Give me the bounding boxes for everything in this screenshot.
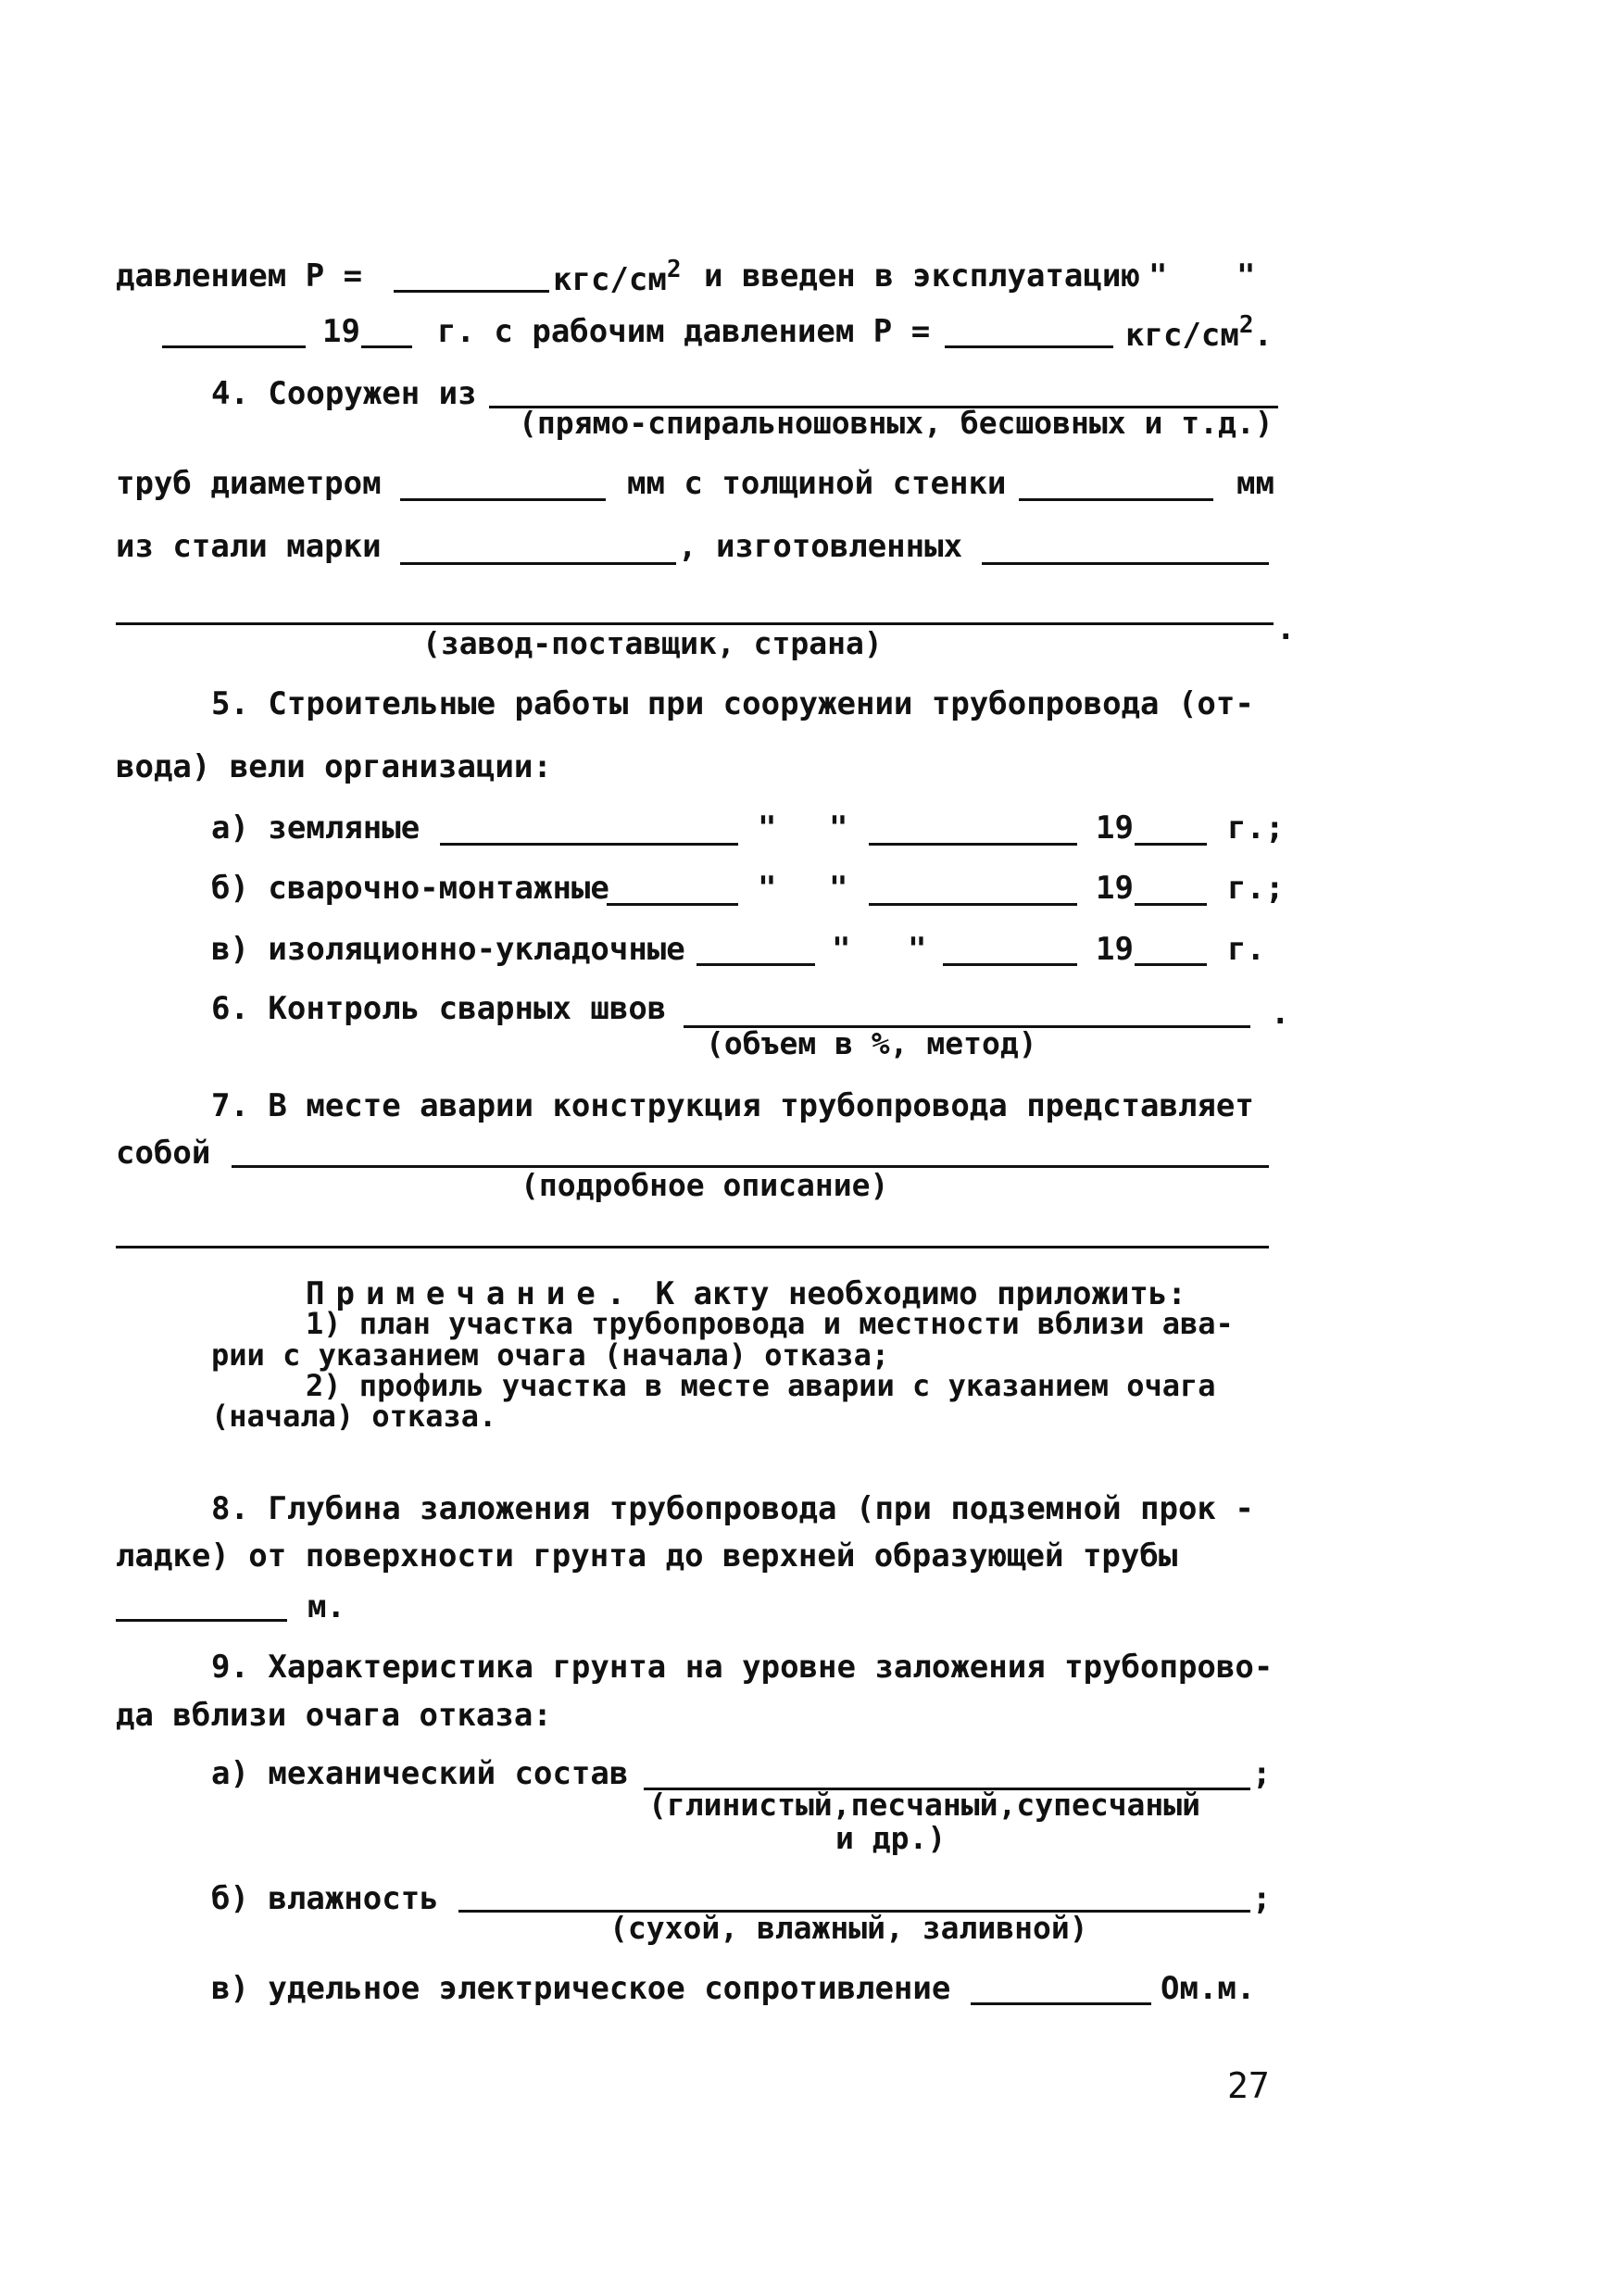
p9-b-label: б) влажность bbox=[211, 1880, 439, 1917]
pipe-diameter-label: труб диаметром bbox=[116, 465, 382, 502]
p9-v-unit: Ом.м. bbox=[1161, 1970, 1256, 2007]
page-number: 27 bbox=[1227, 2065, 1270, 2106]
p5-a-quote-open: " bbox=[758, 809, 777, 847]
p7-sobo: собой bbox=[116, 1135, 211, 1172]
p7-line1: 7. В месте аварии конструкция трубопровода представляет bbox=[211, 1087, 1254, 1124]
p5-v-org-blank bbox=[697, 963, 815, 966]
pressure-blank bbox=[394, 290, 549, 293]
p7-hint: (подробное описание) bbox=[521, 1167, 889, 1203]
p5-v-g: г. bbox=[1227, 931, 1265, 968]
p5-v-quote-open: " bbox=[832, 931, 851, 968]
year-prefix: 19 bbox=[322, 313, 360, 350]
p8-m: м. bbox=[307, 1588, 345, 1625]
note-line2: рии с указанием очага (начала) отказа; bbox=[211, 1337, 890, 1373]
p6-dot: . bbox=[1271, 995, 1290, 1032]
p8-depth-blank bbox=[116, 1619, 287, 1622]
pressure-unit: кгс/$см^2$ bbox=[553, 256, 682, 298]
note-line4: (начала) отказа. bbox=[211, 1399, 497, 1434]
supplier-dot: . bbox=[1276, 610, 1296, 647]
p9-b-semi: ; bbox=[1252, 1880, 1272, 1917]
p5-a-year-blank bbox=[1135, 843, 1207, 846]
p9-v-label: в) удельное электрическое сопротивление bbox=[211, 1970, 951, 2007]
wall-thickness-label: мм с толщиной стенки bbox=[627, 465, 1007, 502]
p9-a-semi: ; bbox=[1252, 1755, 1272, 1792]
p5-b-quote-open: " bbox=[758, 870, 777, 907]
p5-line1: 5. Строительные работы при сооружении трубопровода (от- bbox=[211, 685, 1254, 722]
pressure-label: давлением Р = bbox=[116, 257, 363, 295]
p9-a-hint2: и др.) bbox=[835, 1820, 947, 1856]
p4-label: 4. Сооружен из bbox=[211, 375, 477, 412]
note-line3: 2) профиль участка в месте аварии с указанием очага bbox=[306, 1368, 1216, 1403]
p5-a-date-blank bbox=[869, 843, 1077, 846]
p6-label: 6. Контроль сварных швов bbox=[211, 990, 667, 1027]
steel-grade-blank bbox=[400, 562, 676, 565]
p9-b-hint: (сухой, влажный, заливной) bbox=[609, 1910, 1088, 1946]
p5-b-quote-close: " bbox=[829, 870, 848, 907]
p5-a-year: 19 bbox=[1096, 809, 1134, 847]
commissioned-text: и введен в эксплуатацию bbox=[704, 257, 1140, 295]
supplier-hint: (завод-поставщик, страна) bbox=[422, 625, 883, 661]
p5-v-date-blank bbox=[943, 963, 1077, 966]
p5-v-label: в) изоляционно-укладочные bbox=[211, 931, 685, 968]
wall-thickness-blank bbox=[1019, 498, 1213, 501]
p5-a-org-blank bbox=[440, 843, 738, 846]
note-line1: 1) план участка трубопровода и местности вблизи ава- bbox=[306, 1306, 1234, 1341]
year-blank bbox=[361, 345, 412, 348]
p5-b-org-blank bbox=[607, 903, 738, 906]
p5-b-g: г.; bbox=[1227, 870, 1285, 907]
p5-a-g: г.; bbox=[1227, 809, 1285, 847]
close-quote: " bbox=[1236, 257, 1256, 295]
p5-b-year-blank bbox=[1135, 903, 1207, 906]
manufactured-label: , изготовленных bbox=[678, 528, 963, 565]
p9-a-hint1: (глинистый,песчаный,супесчаный bbox=[648, 1787, 1201, 1823]
p5-b-label: б) сварочно-монтажные bbox=[211, 870, 609, 907]
p5-a-quote-close: " bbox=[829, 809, 848, 847]
mm-unit: мм bbox=[1236, 465, 1274, 502]
p5-v-quote-close: " bbox=[908, 931, 927, 968]
pipe-diameter-blank bbox=[400, 498, 606, 501]
p9-line1: 9. Характеристика грунта на уровне заложения трубопрово- bbox=[211, 1649, 1274, 1686]
p9-line2: да вблизи очага отказа: bbox=[116, 1697, 552, 1734]
manufacturer-blank bbox=[982, 562, 1269, 565]
p8-line2: ладке) от поверхности грунта до верхней образующей трубы bbox=[116, 1537, 1178, 1575]
working-pressure-blank bbox=[945, 345, 1113, 348]
p5-b-date-blank bbox=[869, 903, 1077, 906]
working-pressure-unit: кгс/$см^2$. bbox=[1125, 311, 1273, 354]
working-pressure-label: г. с рабочим давлением Р = bbox=[437, 313, 931, 350]
note-head: Примечание. К акту необходимо приложить: bbox=[306, 1275, 1186, 1312]
p9-v-blank bbox=[971, 2002, 1151, 2005]
p8-line1: 8. Глубина заложения трубопровода (при подземной прок - bbox=[211, 1490, 1254, 1527]
p5-a-label: а) земляные bbox=[211, 809, 420, 847]
p4-material-hint: (прямо-спиральношовных, бесшовных и т.д.) bbox=[519, 405, 1274, 441]
p6-hint: (объем в %, метод) bbox=[706, 1025, 1037, 1061]
open-quote: " bbox=[1148, 257, 1168, 295]
p9-a-label: а) механический состав bbox=[211, 1755, 629, 1792]
p5-v-year: 19 bbox=[1096, 931, 1134, 968]
p5-b-year: 19 bbox=[1096, 870, 1134, 907]
steel-grade-label: из стали марки bbox=[116, 528, 382, 565]
p7-blank-2 bbox=[116, 1246, 1269, 1248]
p5-v-year-blank bbox=[1135, 963, 1207, 966]
day-month-blank bbox=[162, 345, 306, 348]
p5-line2: вода) вели организации: bbox=[116, 748, 552, 785]
